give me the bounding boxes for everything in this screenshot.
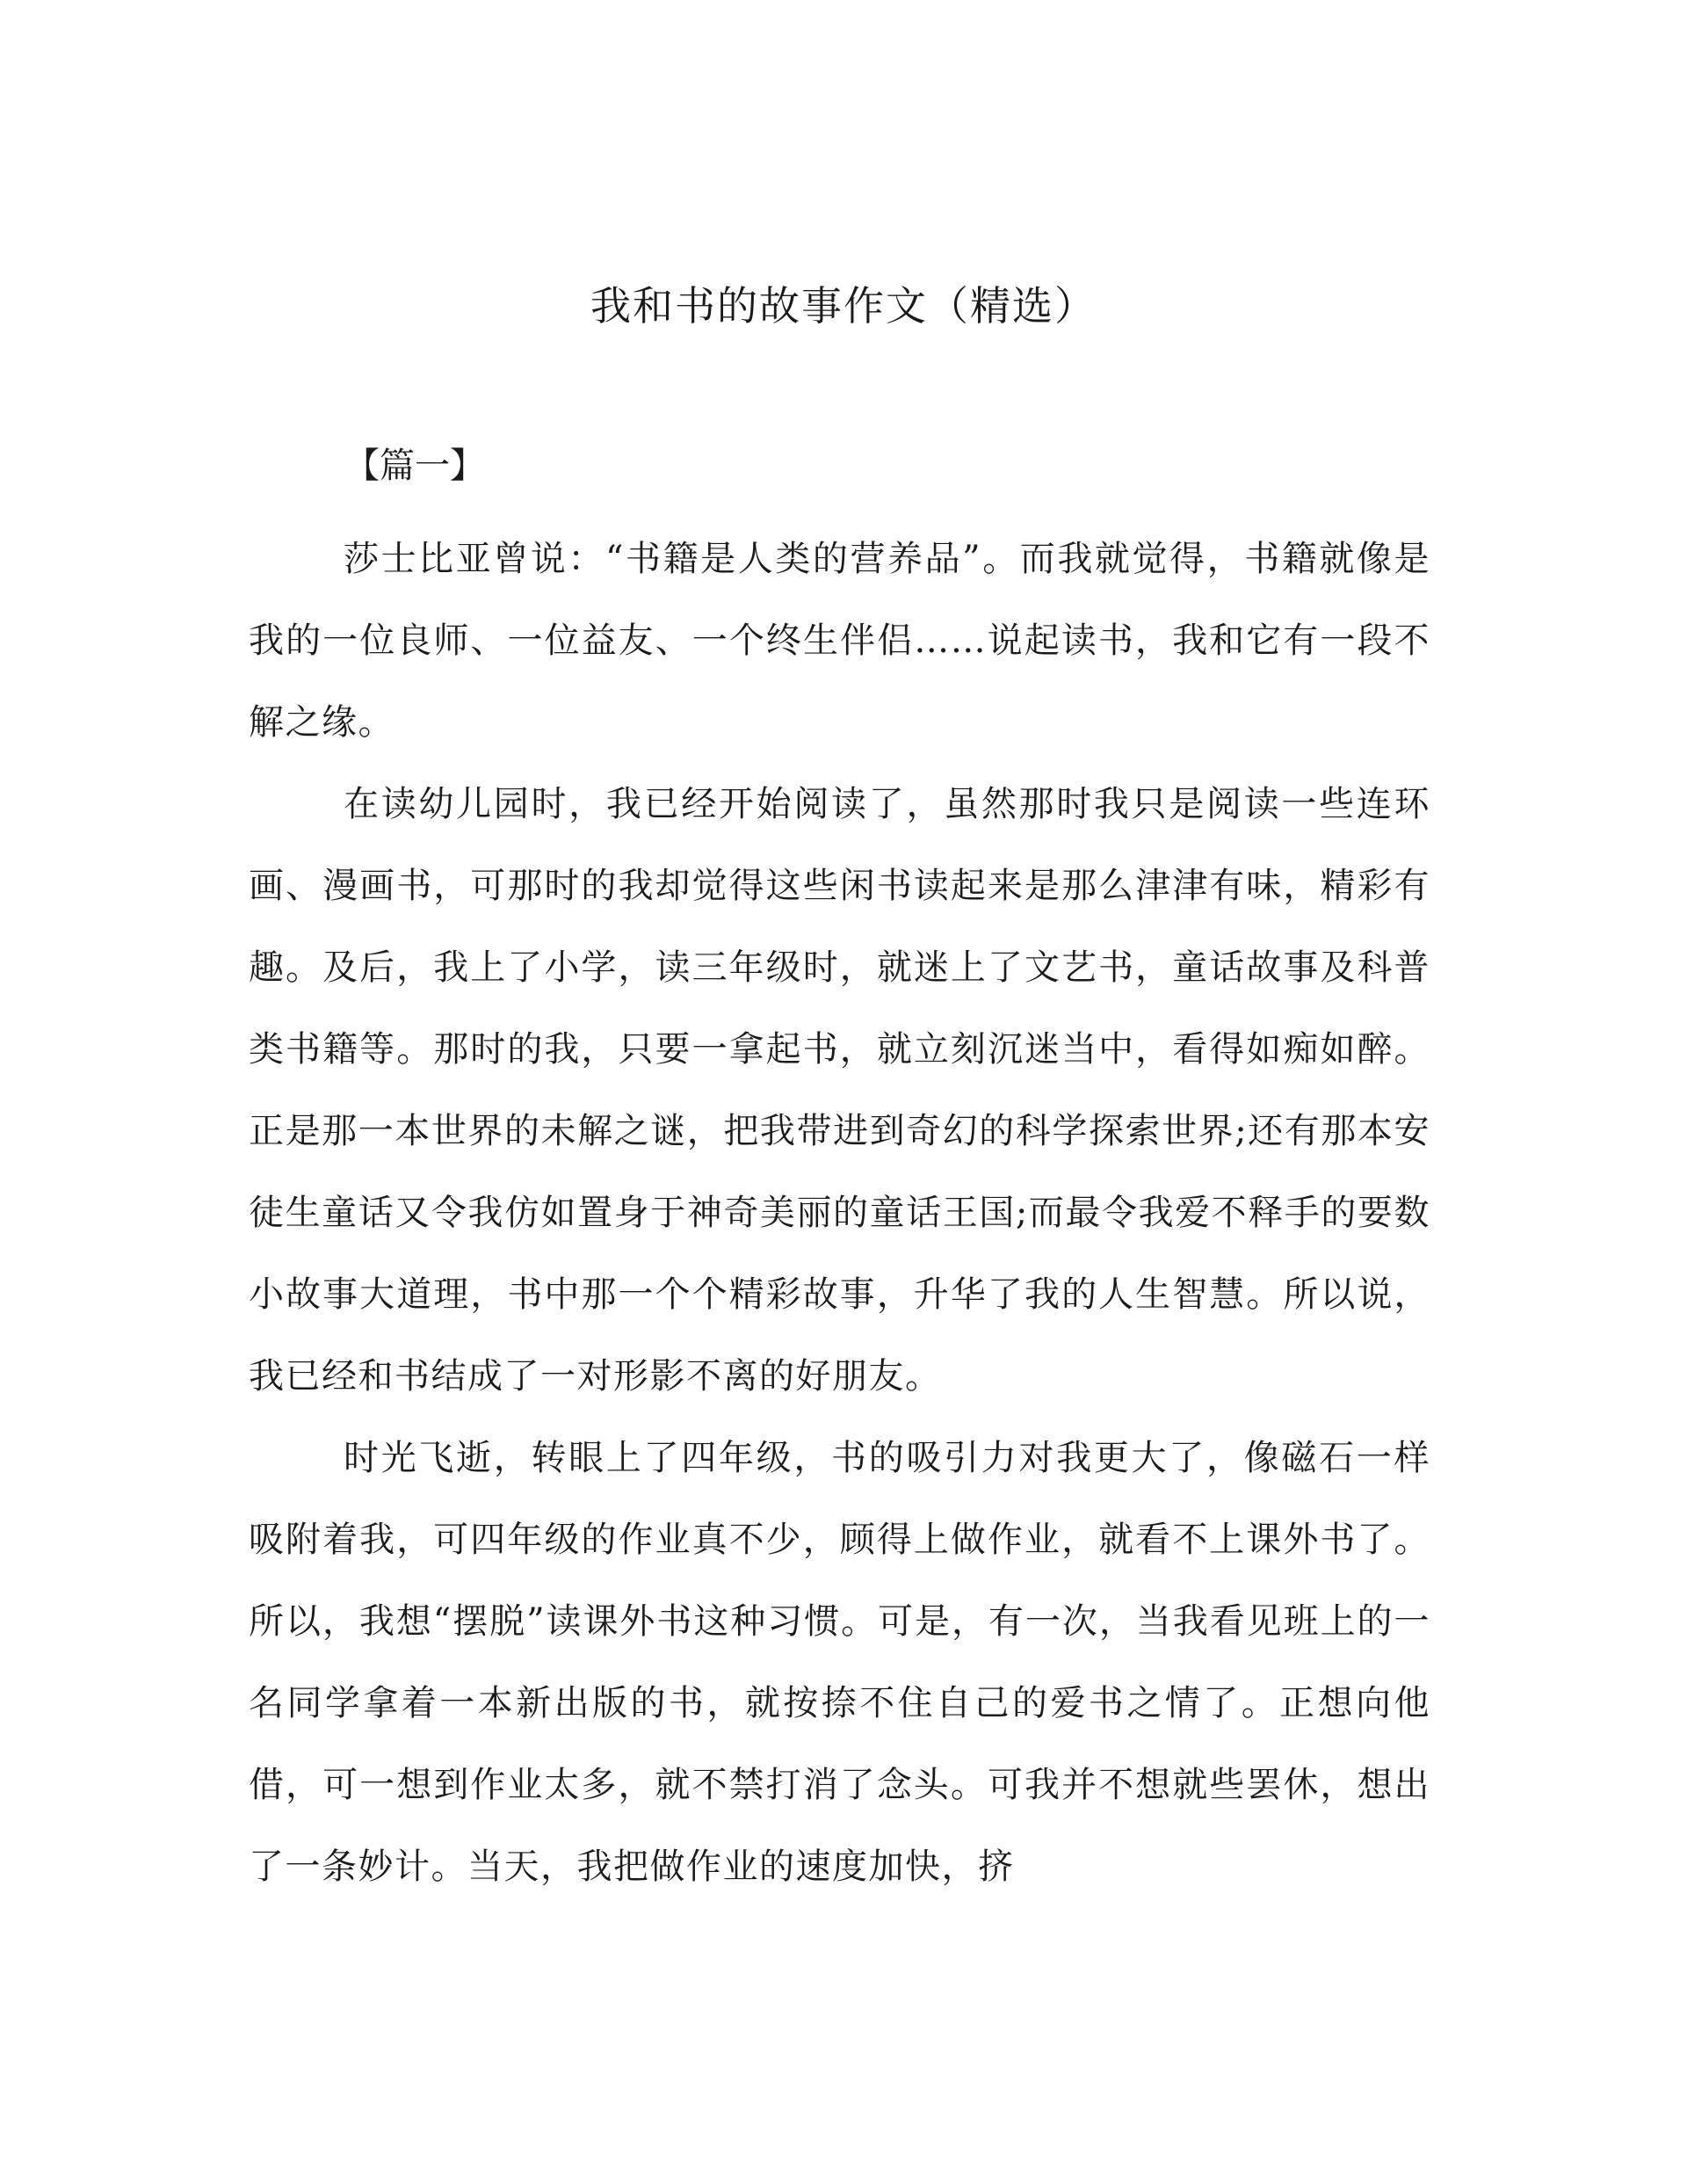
paragraph: 莎士比亚曾说：“书籍是人类的营养品”。而我就觉得，书籍就像是我的一位良师、一位益友、一个终生伴侣……说起读书，我和它有一段不解之缘。 [249,539,1430,743]
document-body [249,519,1430,1908]
paragraph: 在读幼儿园时，我已经开始阅读了，虽然那时我只是阅读一些连环画、漫画书，可那时的我却觉得这些闲书读起来是那么津津有味，精彩有趣。及后，我上了小学，读三年级时，就迷上了文艺书，童话故事及科普类书籍等。那时的我，只要一拿起书，就立刻沉迷当中，看得如痴如醉。正是那一本世界的未解之谜，把我带进到奇幻的科学探索世界;还有那本安徒生童话又令我仿如置身于神奇美丽的童话王国;而最令我爱不释手的要数小故事大道理，书中那一个个精彩故事，升华了我的人生智慧。所以说，我已经和书结成了一对形影不离的好朋友。 [249,784,1430,1397]
paragraph: 时光飞逝，转眼上了四年级，书的吸引力对我更大了，像磁石一样吸附着我，可四年级的作业真不少，顾得上做作业，就看不上课外书了。所以，我想“摆脱”读课外书这种习惯。可是，有一次，当我看见班上的一名同学拿着一本新出版的书，就按捺不住自己的爱书之情了。正想向他借，可一想到作业太多，就不禁打消了念头。可我并不想就些罢休，想出了一条妙计。当天，我把做作业的速度加快，挤 [249,1438,1430,1887]
document-title: 我和书的故事作文（精选） [590,282,1097,330]
section-label: 【篇一】 [344,446,485,486]
